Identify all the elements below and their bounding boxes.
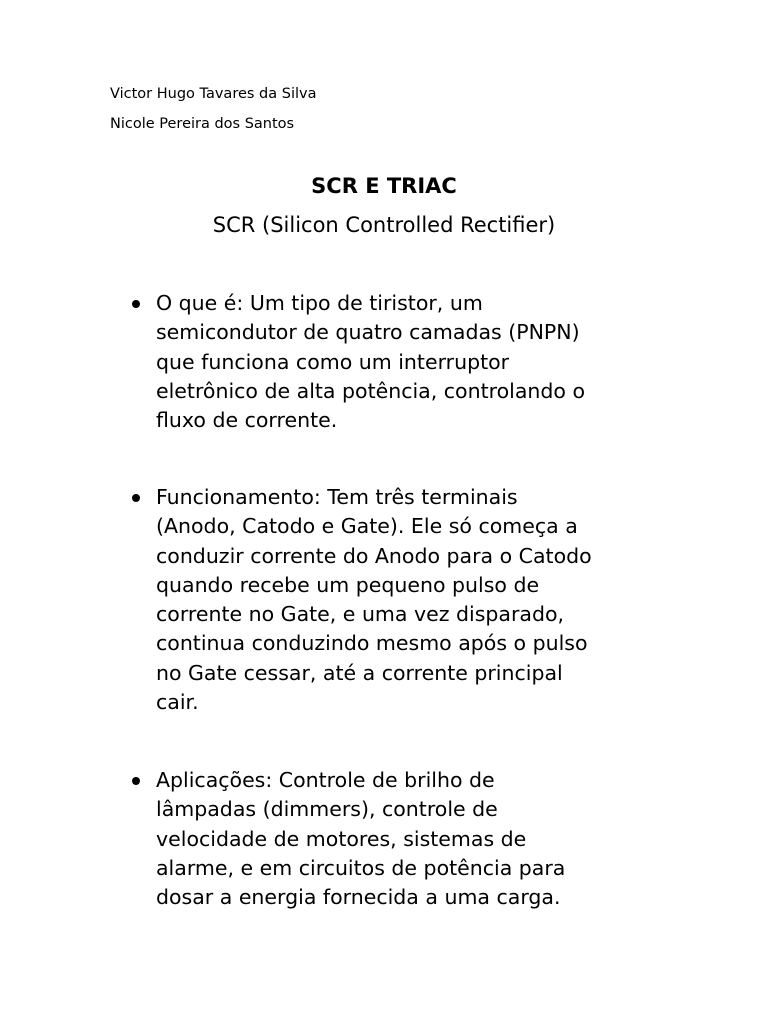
bullet-marker	[132, 777, 140, 785]
bullet-text: O que é: Um tipo de tiristor, um semicondutor de quatro camadas (PNPN) que funciona como um interruptor eletrônico de alta potência, controlando o fluxo de corrente.	[156, 291, 585, 433]
author-name-2: Nicole Pereira dos Santos	[110, 116, 295, 132]
bullet-text: Funcionamento: Tem três terminais (Anodo, Catodo e Gate). Ele só começa a conduzir corrente do Anodo para o Catodo quando recebe um pequeno pulso de corrente no Gate, e uma vez disparado, continua conduzindo mesmo após o pulso no Gate cessar, até a corrente principal cair.	[156, 485, 592, 715]
bullet-marker	[132, 300, 140, 308]
author-name-1: Victor Hugo Tavares da Silva	[110, 86, 317, 102]
bullet-text: Aplicações: Controle de brilho de lâmpadas (dimmers), controle de velocidade de motores, sistemas de alarme, e em circuitos de potência para dosar a energia fornecida a uma carga.	[156, 768, 566, 910]
bullet-marker	[132, 494, 140, 502]
document-title: SCR E TRIAC	[311, 174, 457, 198]
document-subtitle: SCR (Silicon Controlled Rectifier)	[212, 213, 556, 237]
